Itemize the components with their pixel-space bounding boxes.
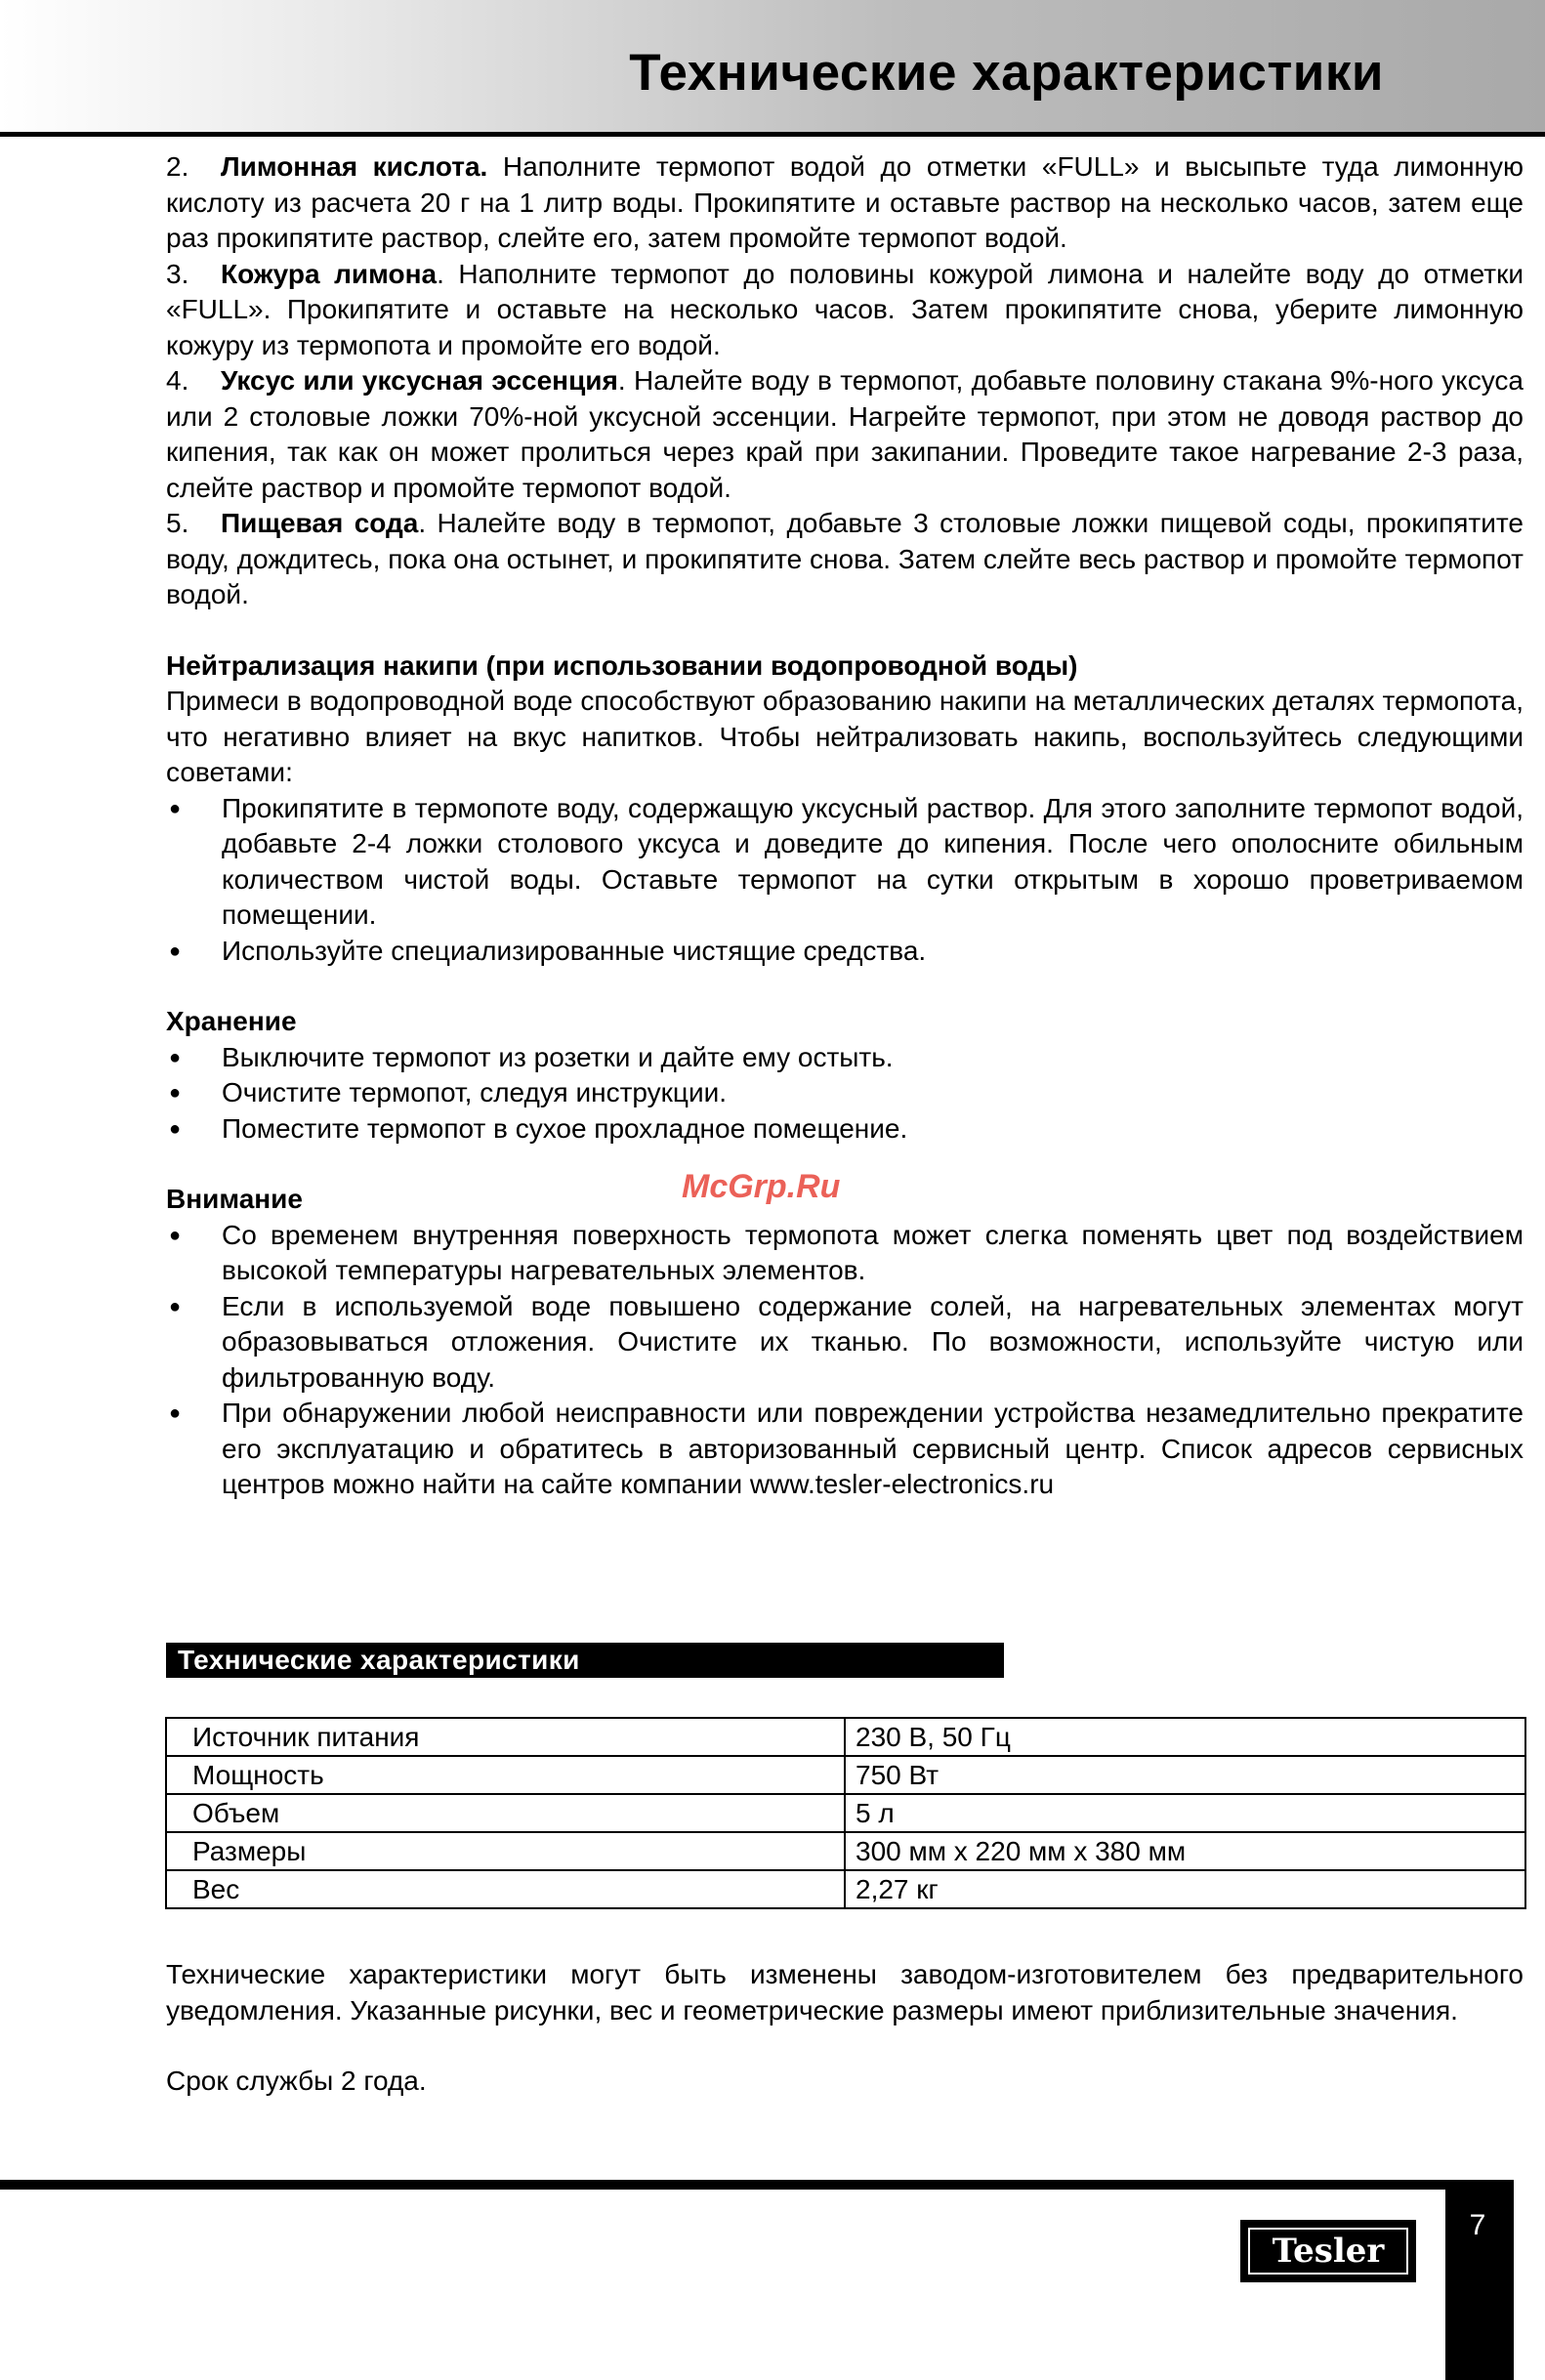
service-life: Срок службы 2 года.: [166, 2066, 427, 2096]
disclaimer: Технические характеристики могут быть изменены заводом-изготовителем без предварительного уведомления. Указанные рисунки, вес и геометрические размеры имеют приблизительные значения.: [166, 1959, 1524, 2025]
table-row: [166, 1870, 1525, 1908]
spec-label: Источник питания: [166, 1718, 845, 1756]
table-row: [166, 1718, 1525, 1756]
list-item: ● Поместите термопот в сухое прохладное помещение.: [166, 1111, 1524, 1148]
page-number: 7: [1469, 2209, 1486, 2241]
descaling-intro: Примеси в водопроводной воде способствуют образованию накипи на металлических деталях термопота, что негативно влияет на вкус напитков. Чтобы нейтрализовать накипь, воспользуйтесь следующими советами:: [166, 686, 1524, 787]
bullet-icon: ●: [169, 1295, 182, 1317]
item-number: 2.: [166, 151, 189, 182]
bullet-icon: ●: [169, 1117, 182, 1140]
main-content: [166, 149, 1524, 1503]
footer-notes: [166, 1957, 1524, 2100]
list-item: [166, 257, 1524, 364]
item-text: Наполните термопот водой до отметки «FULL» и высыпьте туда лимонную кислоту из расчета 20 г на 1 литр воды. Прокипятите и оставьте раствор на несколько часов, затем еще раз прокипятите раствор, слейте его, затем промойте термопот водой.: [166, 151, 1524, 253]
bullet-icon: ●: [169, 1402, 182, 1424]
list-item: [166, 363, 1524, 506]
attention-list: [166, 1218, 1524, 1503]
brand-name: Tesler: [1248, 2228, 1408, 2275]
spec-label: Вес: [166, 1870, 845, 1908]
descaling-list: [166, 791, 1524, 970]
item-title: Кожура лимона: [221, 258, 438, 289]
list-item: ● При обнаружении любой неисправности или повреждении устройства незамедлительно прекратите его эксплуатацию и обратитесь в авторизованный сервисный центр. Список адресов сервисных центров можно найти на сайте компании www.tesler-electronics.ru: [166, 1396, 1524, 1503]
list-item: [166, 149, 1524, 257]
list-item: ● Очистите термопот, следуя инструкции.: [166, 1075, 1524, 1111]
header-divider: [0, 132, 1545, 137]
specs-heading: Технические характеристики: [166, 1643, 1004, 1678]
spec-value: 750 Вт: [845, 1756, 1525, 1794]
spec-label: Размеры: [166, 1832, 845, 1870]
descaling-heading: Нейтрализация накипи (при использовании водопроводной воды): [166, 649, 1078, 681]
list-item: ● Выключите термопот из розетки и дайте ему остыть.: [166, 1040, 1524, 1076]
spec-label: Мощность: [166, 1756, 845, 1794]
attention-heading: Внимание: [166, 1184, 303, 1214]
footer-divider: [0, 2180, 1514, 2190]
item-text: . Налейте воду в термопот, добавьте половину стакана 9%-ного уксуса или 2 столовые ложки 70%-ной уксусной эссенции. Нагрейте термопот, при этом не доводя раствор до кипения, так как он может пролиться через край при закипании. Проведите такое нагревание 2-3 раза, слейте раствор и промойте термопот водой.: [166, 365, 1524, 503]
item-number: 4.: [166, 365, 189, 396]
item-title: Лимонная кислота.: [221, 151, 488, 182]
bullet-icon: ●: [169, 1046, 182, 1068]
table-row: [166, 1756, 1525, 1794]
item-number: 3.: [166, 258, 189, 289]
table-row: [166, 1832, 1525, 1870]
bullet-icon: ●: [169, 939, 182, 962]
list-item: ● Прокипятите в термопоте воду, содержащую уксусный раствор. Для этого заполните термопот водой, добавьте 2-4 ложки столового уксуса и доведите до кипения. После чего ополосните обильным количеством чистой воды. Оставьте термопот на сутки открытым в хорошо проветриваемом помещении.: [166, 791, 1524, 934]
bullet-icon: ●: [169, 1224, 182, 1246]
item-text: . Наполните термопот до половины кожурой лимона и налейте воду до отметки «FULL». Прокипятите и оставьте на несколько часов. Затем прокипятите снова, уберите лимонную кожуру из термопота и промойте его водой.: [166, 258, 1524, 360]
spec-value: 5 л: [845, 1794, 1525, 1832]
header-band: [0, 0, 1545, 132]
page-title: Технические характеристики: [629, 44, 1384, 102]
bullet-icon: ●: [169, 1082, 182, 1104]
specs-table: [165, 1717, 1526, 1909]
item-number: 5.: [166, 508, 189, 538]
spec-label: Объем: [166, 1794, 845, 1832]
spec-value: 300 мм х 220 мм х 380 мм: [845, 1832, 1525, 1870]
item-title: Пищевая сода: [221, 508, 419, 538]
list-item: ● Используйте специализированные чистящие средства.: [166, 934, 1524, 970]
storage-heading: Хранение: [166, 1006, 297, 1036]
storage-list: [166, 1040, 1524, 1148]
bullet-icon: ●: [169, 797, 182, 819]
list-item: ● Если в используемой воде повышено содержание солей, на нагревательных элементах могут образовываться отложения. Очистите их тканью. По возможности, используйте чистую или фильтрованную воду.: [166, 1289, 1524, 1397]
brand-logo: [1240, 2220, 1416, 2282]
spec-value: 2,27 кг: [845, 1870, 1525, 1908]
table-row: [166, 1794, 1525, 1832]
list-item: ● Со временем внутренняя поверхность термопота может слегка поменять цвет под воздействием высокой температуры нагревательных элементов.: [166, 1218, 1524, 1289]
spec-value: 230 В, 50 Гц: [845, 1718, 1525, 1756]
item-text: . Налейте воду в термопот, добавьте 3 столовые ложки пищевой соды, прокипятите воду, дождитесь, пока она остынет, и прокипятите снова. Затем слейте весь раствор и промойте термопот водой.: [166, 508, 1524, 609]
list-item: [166, 506, 1524, 613]
watermark: McGrp.Ru: [682, 1168, 841, 1205]
item-title: Уксус или уксусная эссенция: [221, 365, 618, 396]
